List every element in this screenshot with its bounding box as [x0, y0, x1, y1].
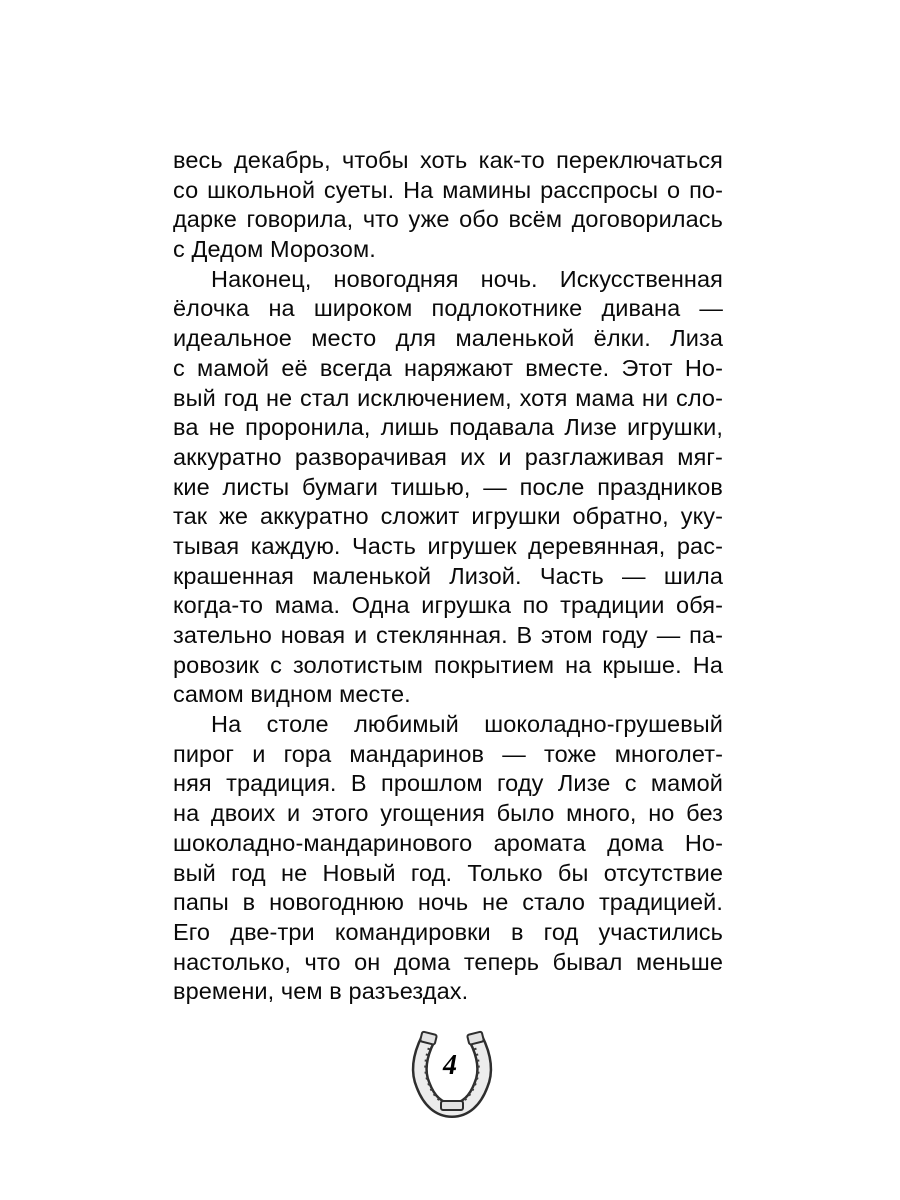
text-line: Его две-три командировки в год участились [173, 918, 723, 945]
paragraph [173, 710, 723, 1007]
footer-ornament [402, 1026, 502, 1120]
text-line: с мамой её всегда наряжают вместе. Этот Но- [173, 354, 723, 381]
text-line: крашенная маленькой Лизой. Часть — шила [173, 562, 723, 589]
text-line: ёлочка на широком подлокотнике дивана — [173, 295, 723, 322]
text-line: вый год не Новый год. Только бы отсутствие [173, 859, 723, 886]
text-line: шоколадно-мандаринового аромата дома Но- [173, 829, 723, 856]
text-line: на двоих и этого угощения было много, но без [173, 800, 723, 827]
text-line: ровозик с золотистым покрытием на крыше. На [173, 651, 723, 678]
text-line: няя традиция. В прошлом году Лизе с мамой [173, 770, 723, 797]
text-line: тывая каждую. Часть игрушек деревянная, рас- [173, 532, 723, 559]
text-line: со школьной суеты. На мамины расспросы о по- [173, 176, 723, 203]
text-line: времени, чем в разъездах. [173, 978, 469, 1005]
text-line: пирог и гора мандаринов — тоже многолет- [173, 740, 723, 767]
text-line: зательно новая и стеклянная. В этом году — па- [173, 622, 723, 648]
text-line: ва не проронила, лишь подавала Лизе игрушки, [173, 414, 723, 441]
paragraph [173, 265, 723, 710]
text-line: кие листы бумаги тишью, — после праздников [173, 473, 723, 500]
text-block [173, 146, 723, 1007]
text-line: дарке говорила, что уже обо всём договорилась [173, 206, 723, 233]
text-line: с Дедом Морозом. [173, 236, 376, 263]
text-line: так же аккуратно сложит игрушки обратно, уку- [173, 503, 723, 530]
text-line: самом видном месте. [173, 681, 411, 708]
text-line: На столе любимый шоколадно-грушевый [211, 711, 723, 738]
text-line: вый год не стал исключением, хотя мама ни сло- [173, 384, 723, 411]
text-line: идеальное место для маленькой ёлки. Лиза [173, 325, 723, 352]
page-number: 4 [443, 1050, 457, 1081]
paragraph [173, 146, 723, 265]
text-line: настолько, что он дома теперь бывал меньше [173, 948, 723, 975]
text-line: когда-то мама. Одна игрушка по традиции обя- [173, 592, 723, 619]
text-line: Наконец, новогодняя ночь. Искусственная [211, 265, 723, 292]
text-line: аккуратно разворачивая их и разглаживая мяг- [173, 443, 723, 470]
text-line: весь декабрь, чтобы хоть как-то переключаться [173, 147, 723, 173]
text-line: папы в новогоднюю ночь не стало традицией. [173, 889, 723, 916]
